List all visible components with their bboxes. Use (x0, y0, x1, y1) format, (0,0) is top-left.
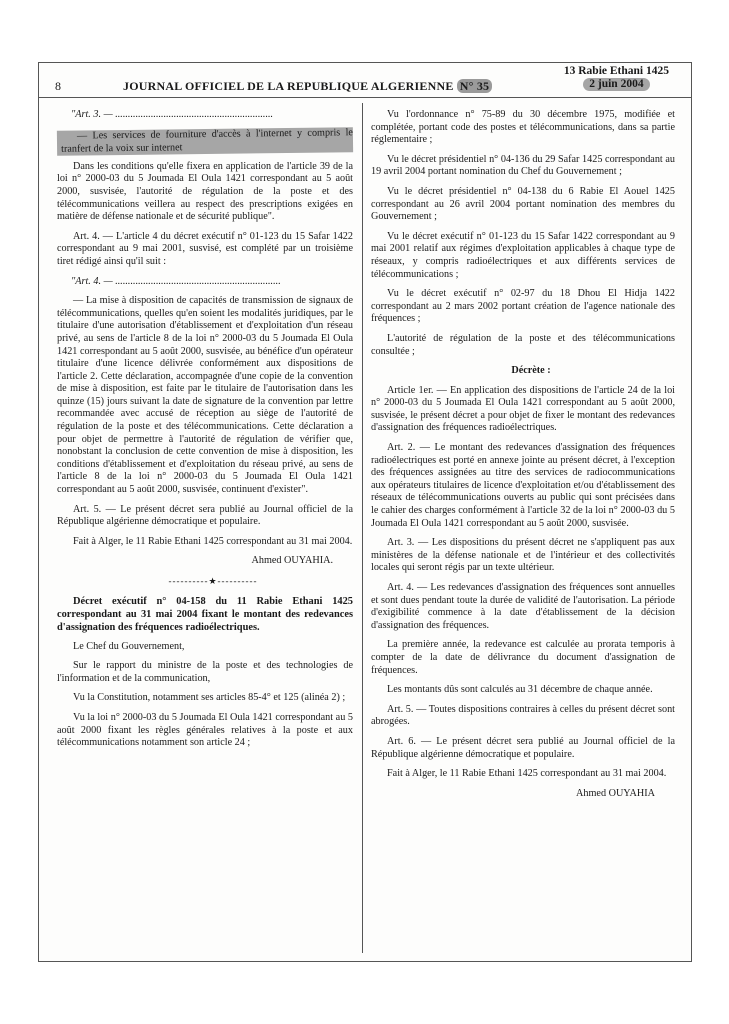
art3-dots: .............................................................. (115, 109, 274, 120)
right-column (371, 109, 675, 807)
paragraph: Dans les conditions qu'elle fixera en application de l'article 39 de la loi n° 2000-03 du 5 Joumada El Oula 1421 correspondant au 5 août 2000, susvisée, l'autorité de régulation de la poste et des télécommunications veillera au respect des prescriptions exigées en matière de défense nationale et de sécurité publique". (57, 160, 353, 223)
paragraph: Art. 3. — Les dispositions du présent décret ne s'appliquent pas aux ministères de la défense nationale et de l'intérieur et des collectivités locales qui seront régis par un texte ultérieur. (371, 537, 675, 574)
art4-label: "Art. 4. — (71, 275, 116, 287)
paragraph: Art. 4. — Les redevances d'assignation des fréquences sont annuelles et sont dues pendant toute la durée de validité de l'autorisation. La période d'exigibilité commence à la date d'établissement de la décision d'assignation des fréquences. (371, 582, 675, 631)
journal-title (123, 79, 492, 94)
issue-date-hijri: 13 Rabie Ethani 1425 (563, 65, 669, 77)
page-header (39, 63, 691, 98)
separator: ----------★---------- (168, 576, 258, 586)
journal-title-text: JOURNAL OFFICIEL DE LA REPUBLIQUE ALGERIENNE (123, 79, 454, 93)
paragraph: Vu le décret présidentiel n° 04-136 du 29 Safar 1425 correspondant au 19 avril 2004 portant nomination du Chef du Gouvernement ; (371, 153, 675, 178)
art4-dots: ................................................................. (115, 275, 281, 287)
art3-amendment-label (57, 109, 353, 122)
journal-page (38, 62, 692, 962)
paragraph: Vu le décret présidentiel n° 04-138 du 6 Rabie El Aouel 1425 correspondant au 26 avril 2004 portant nomination des membres du Gouvernement ; (371, 185, 675, 223)
paragraph: Art. 5. — Toutes dispositions contraires à celles du présent décret sont abrogées. (371, 703, 675, 728)
paragraph: Les montants dûs sont calculés au 31 décembre de chaque année. (387, 684, 653, 696)
issue-date-gregorian: 2 juin 2004 (583, 78, 649, 91)
paragraph: Vu la loi n° 2000-03 du 5 Joumada El Oula 1421 correspondant au 5 août 2000 fixant les règles générales relatives à la poste et aux télécommunications notamment son article 24 ; (57, 711, 353, 749)
decree-title: Décret exécutif n° 04-158 du 11 Rabie Ethani 1425 correspondant au 31 mai 2004 fixant le montant des redevances d'assignation des fréquences radioélectriques. (57, 595, 353, 633)
highlighted-text: — Les services de fourniture d'accès à l'internet y compris le tranfert de la voix sur internet (57, 127, 353, 156)
paragraph: Vu le décret exécutif n° 01-123 du 15 Safar 1422 correspondant au 9 mai 2001 relatif aux régimes d'exploitation applicables à chaque type de réseaux, y compris radioélectriques et aux différents services de télécommunications ; (371, 230, 675, 280)
paragraph: La première année, la redevance est calculée au prorata temporis à compter de la date de délivrance du document d'assignation de fréquences. (371, 639, 675, 676)
signature: Ahmed OUYAHIA (576, 787, 655, 799)
paragraph: L'autorité de régulation de la poste et des télécommunications consultée ; (371, 332, 675, 357)
art3-label: "Art. 3. — (71, 109, 116, 120)
left-column (57, 109, 353, 757)
paragraph: Vu la Constitution, notamment ses articles 85-4° et 125 (alinéa 2) ; (73, 692, 346, 704)
decrete-heading: Décrète : (511, 365, 551, 377)
issue-date (564, 65, 669, 91)
paragraph: Vu le décret exécutif n° 02-97 du 18 Dhou El Hidja 1422 correspondant au 2 mars 2002 portant création de l'agence nationale des fréquences ; (371, 288, 675, 325)
paragraph: — La mise à disposition de capacités de transmission de signaux de télécommunications, quelles qu'en soient les modalités juridiques, par le titulaire d'une autorisation d'établissement et d'exploitation d'un réseau privé, au sens de l'article 8 de la loi n° 2000-03 du 5 Joumada El Oula 1421 correspondant au 5 août 2000, susvisée, au bénéfice d'un opérateur titulaire d'une licence délivrée conformément aux dispositions de l'article 2. Cette déclaration, accompagnée d'une copie de la convention de mise à disposition, est faite par le titulaire de l'autorisation dans les quinze (15) jours suivant la date de signature de la convention par lettre recommandée avec accusé de réception au siège de l'autorité de régulation de la poste et des télécommunications. Cette déclaration a pour objet de permettre à l'autorité de régulation de vérifier que, nonobstant la conclusion de cette convention de mise à disposition, les conditions d'établissement et d'exploitation du réseau privé, au sens de l'article 8 de la loi n° 2000-03 du 5 Joumada El Oula 1421 correspondant au 5 août 2000, susvisée, continuent d'exister". (57, 295, 353, 496)
paragraph: Article 1er. — En application des dispositions de l'article 24 de la loi n° 2000-03 du 5 Joumada El Oula 1421 correspondant au 5 août 2000, susvisée, le présent décret a pour objet de fixer le montant des redevances d'assignation des fréquences radioélectriques. (371, 384, 675, 434)
page-number: 8 (55, 79, 61, 93)
paragraph: Art. 4. — L'article 4 du décret exécutif n° 01-123 du 15 Safar 1422 correspondant au 9 mai 2001, susvisé, est complété par un troisième tiret rédigé ainsi qu'il suit : (57, 230, 353, 267)
art4-amendment-label (57, 276, 353, 289)
column-divider (362, 103, 363, 953)
paragraph: Art. 5. — Le présent décret sera publié au Journal officiel de la République algérienne démocratique et populaire. (57, 503, 353, 528)
paragraph: Art. 2. — Le montant des redevances d'assignation des fréquences radioélectriques est porté en annexe jointe au présent décret, à l'exception des fréquences assignées au titre des services de radiocommunications aux opérateurs titulaires de licence d'exploitation et/ou d'établissement des réseaux de télécommunications ouverts au public qui sont précisées dans le cahier des charges conformément à l'article 32 de la loi n° 2000-03 du 5 Joumada El Oula 1421 correspondant au 5 août 2000, susvisée. (371, 442, 675, 529)
paragraph: Vu l'ordonnance n° 75-89 du 30 décembre 1975, modifiée et complétée, portant code des postes et télécommunications, dans sa partie réglementaire ; (371, 109, 675, 146)
issue-number: N° 35 (457, 79, 492, 93)
paragraph: Fait à Alger, le 11 Rabie Ethani 1425 correspondant au 31 mai 2004. (73, 535, 353, 547)
signature: Ahmed OUYAHIA. (251, 555, 333, 567)
paragraph: Sur le rapport du ministre de la poste et des technologies de l'information et de la communication, (57, 660, 353, 684)
paragraph: Art. 6. — Le présent décret sera publié au Journal officiel de la République algérienne démocratique et populaire. (371, 735, 675, 760)
paragraph: Le Chef du Gouvernement, (73, 640, 185, 652)
paragraph: Fait à Alger, le 11 Rabie Ethani 1425 correspondant au 31 mai 2004. (387, 768, 667, 780)
